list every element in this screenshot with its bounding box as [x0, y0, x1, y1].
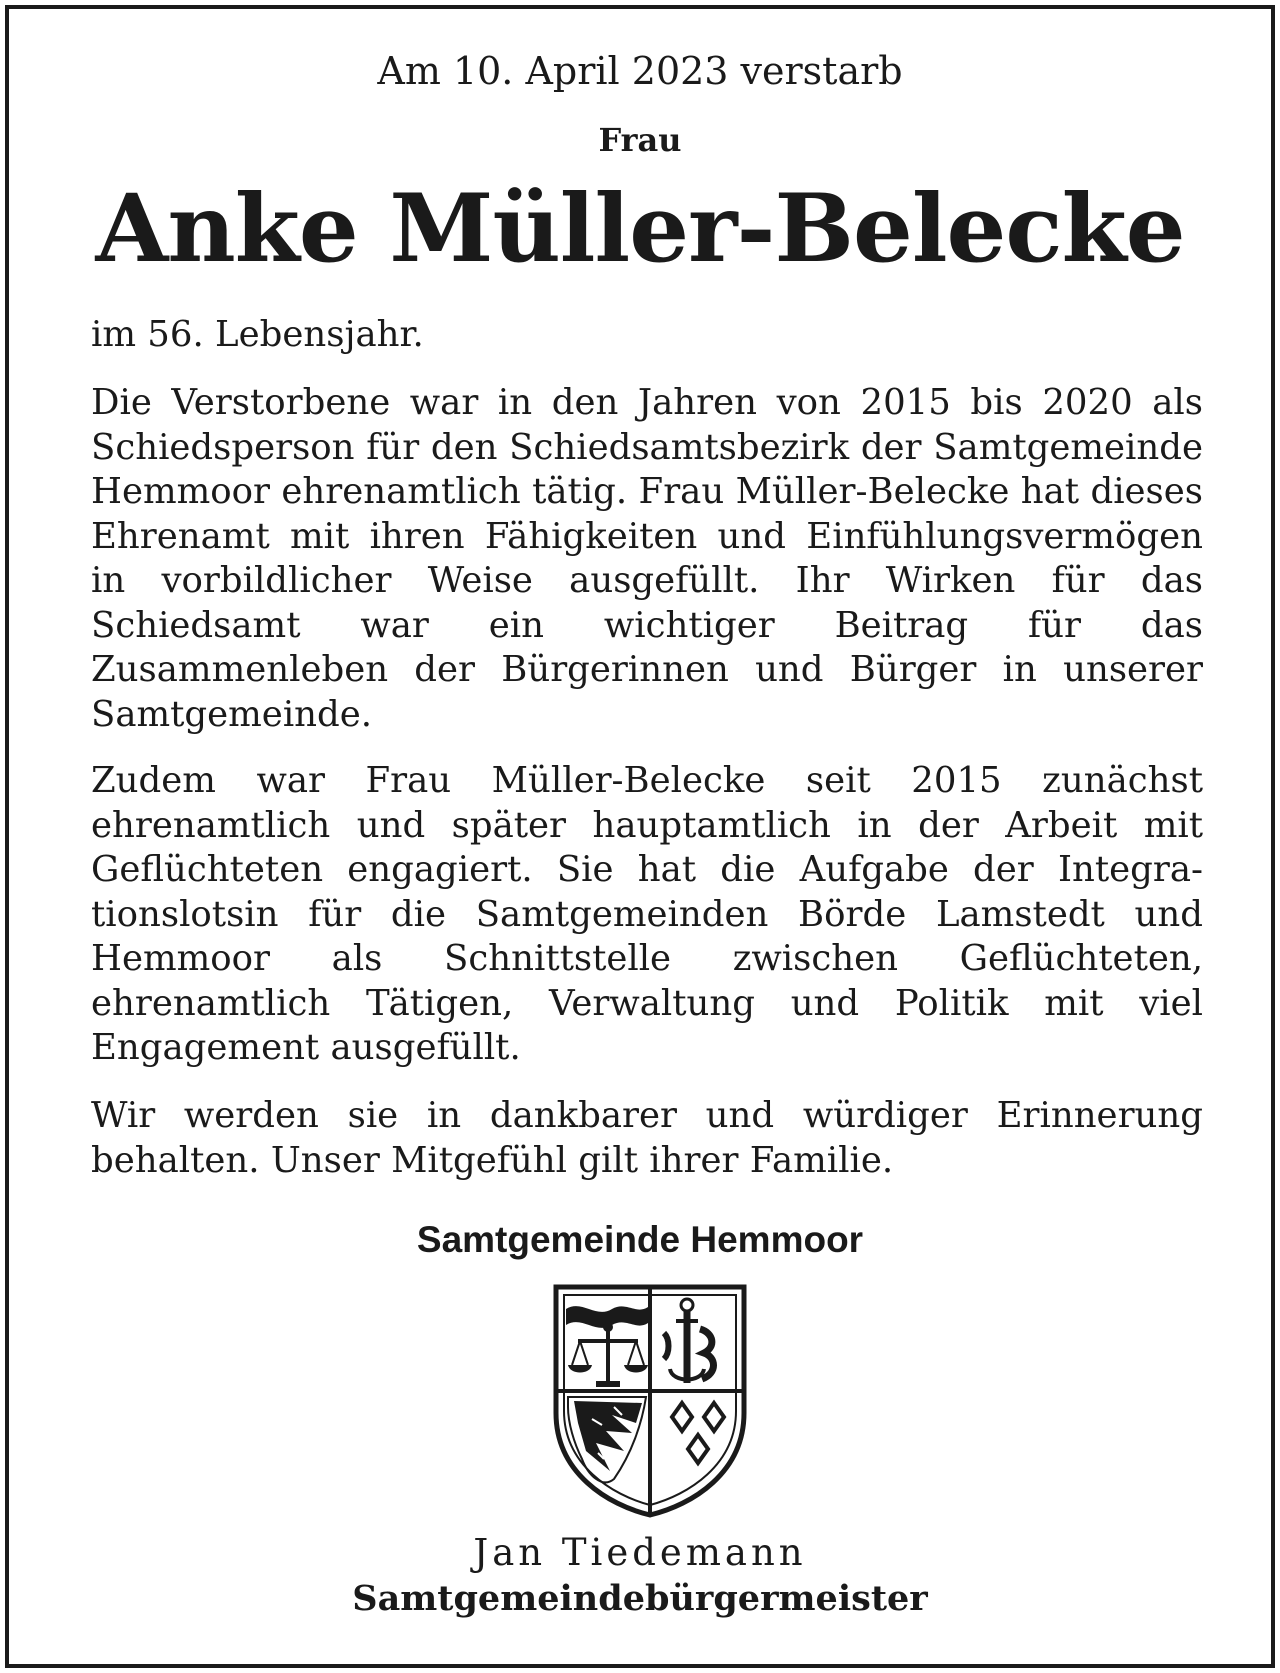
salutation: Frau [598, 121, 682, 159]
organization-name: Samtgemeinde Hemmoor [416, 1219, 864, 1260]
signer-name: Jan Tiedemann [473, 1531, 807, 1574]
paragraph-schiedsamt: Die Verstorbene war in den Jahren von 2015 bis 2020 als Schiedsperson für den Schiedsamtsbezirk der Samtgemeinde Hemmoor ehrenamtlich tätig. Frau Müller-Belecke hat dieses Ehrenamt mit ihren Fähigkeiten und Einfühlungsvermögen in vorbildlicher Weise ausgefüllt. Ihr Wirken für das Schiedsamt war ein wichtiger Beitrag für das Zusammenleben der Bürgerinnen und Bürger in unserer Samtgemeinde. [91, 382, 1203, 735]
deceased-name: Anke Müller-Belecke [95, 174, 1185, 284]
obituary-notice [5, 5, 1275, 1668]
date-line: Am 10. April 2023 verstarb [377, 49, 903, 93]
paragraph-integration: Zudem war Frau Müller-Belecke seit 2015 zunächst ehrenamtlich und später hauptamtlich in der Arbeit mit Geflüchteten engagiert. Sie hat die Aufgabe der Integrationslotsin für die Samtgemeinden Börde Lamstedt und Hemmoor als Schnittstelle zwischen Geflüchteten, ehrenamtlich Tätigen, Verwaltung und Politik mit viel Engagement ausgefüllt. [91, 760, 1203, 1068]
coat-of-arms-icon [552, 1283, 748, 1519]
paragraph-remembrance: Wir werden sie in dankbarer und würdiger Erinnerung behalten. Unser Mitgefühl gilt ihrer Familie. [91, 1095, 1203, 1181]
age-line: im 56. Lebensjahr. [91, 314, 424, 355]
signer-title: Samtgemeindebürgermeister [352, 1578, 928, 1619]
